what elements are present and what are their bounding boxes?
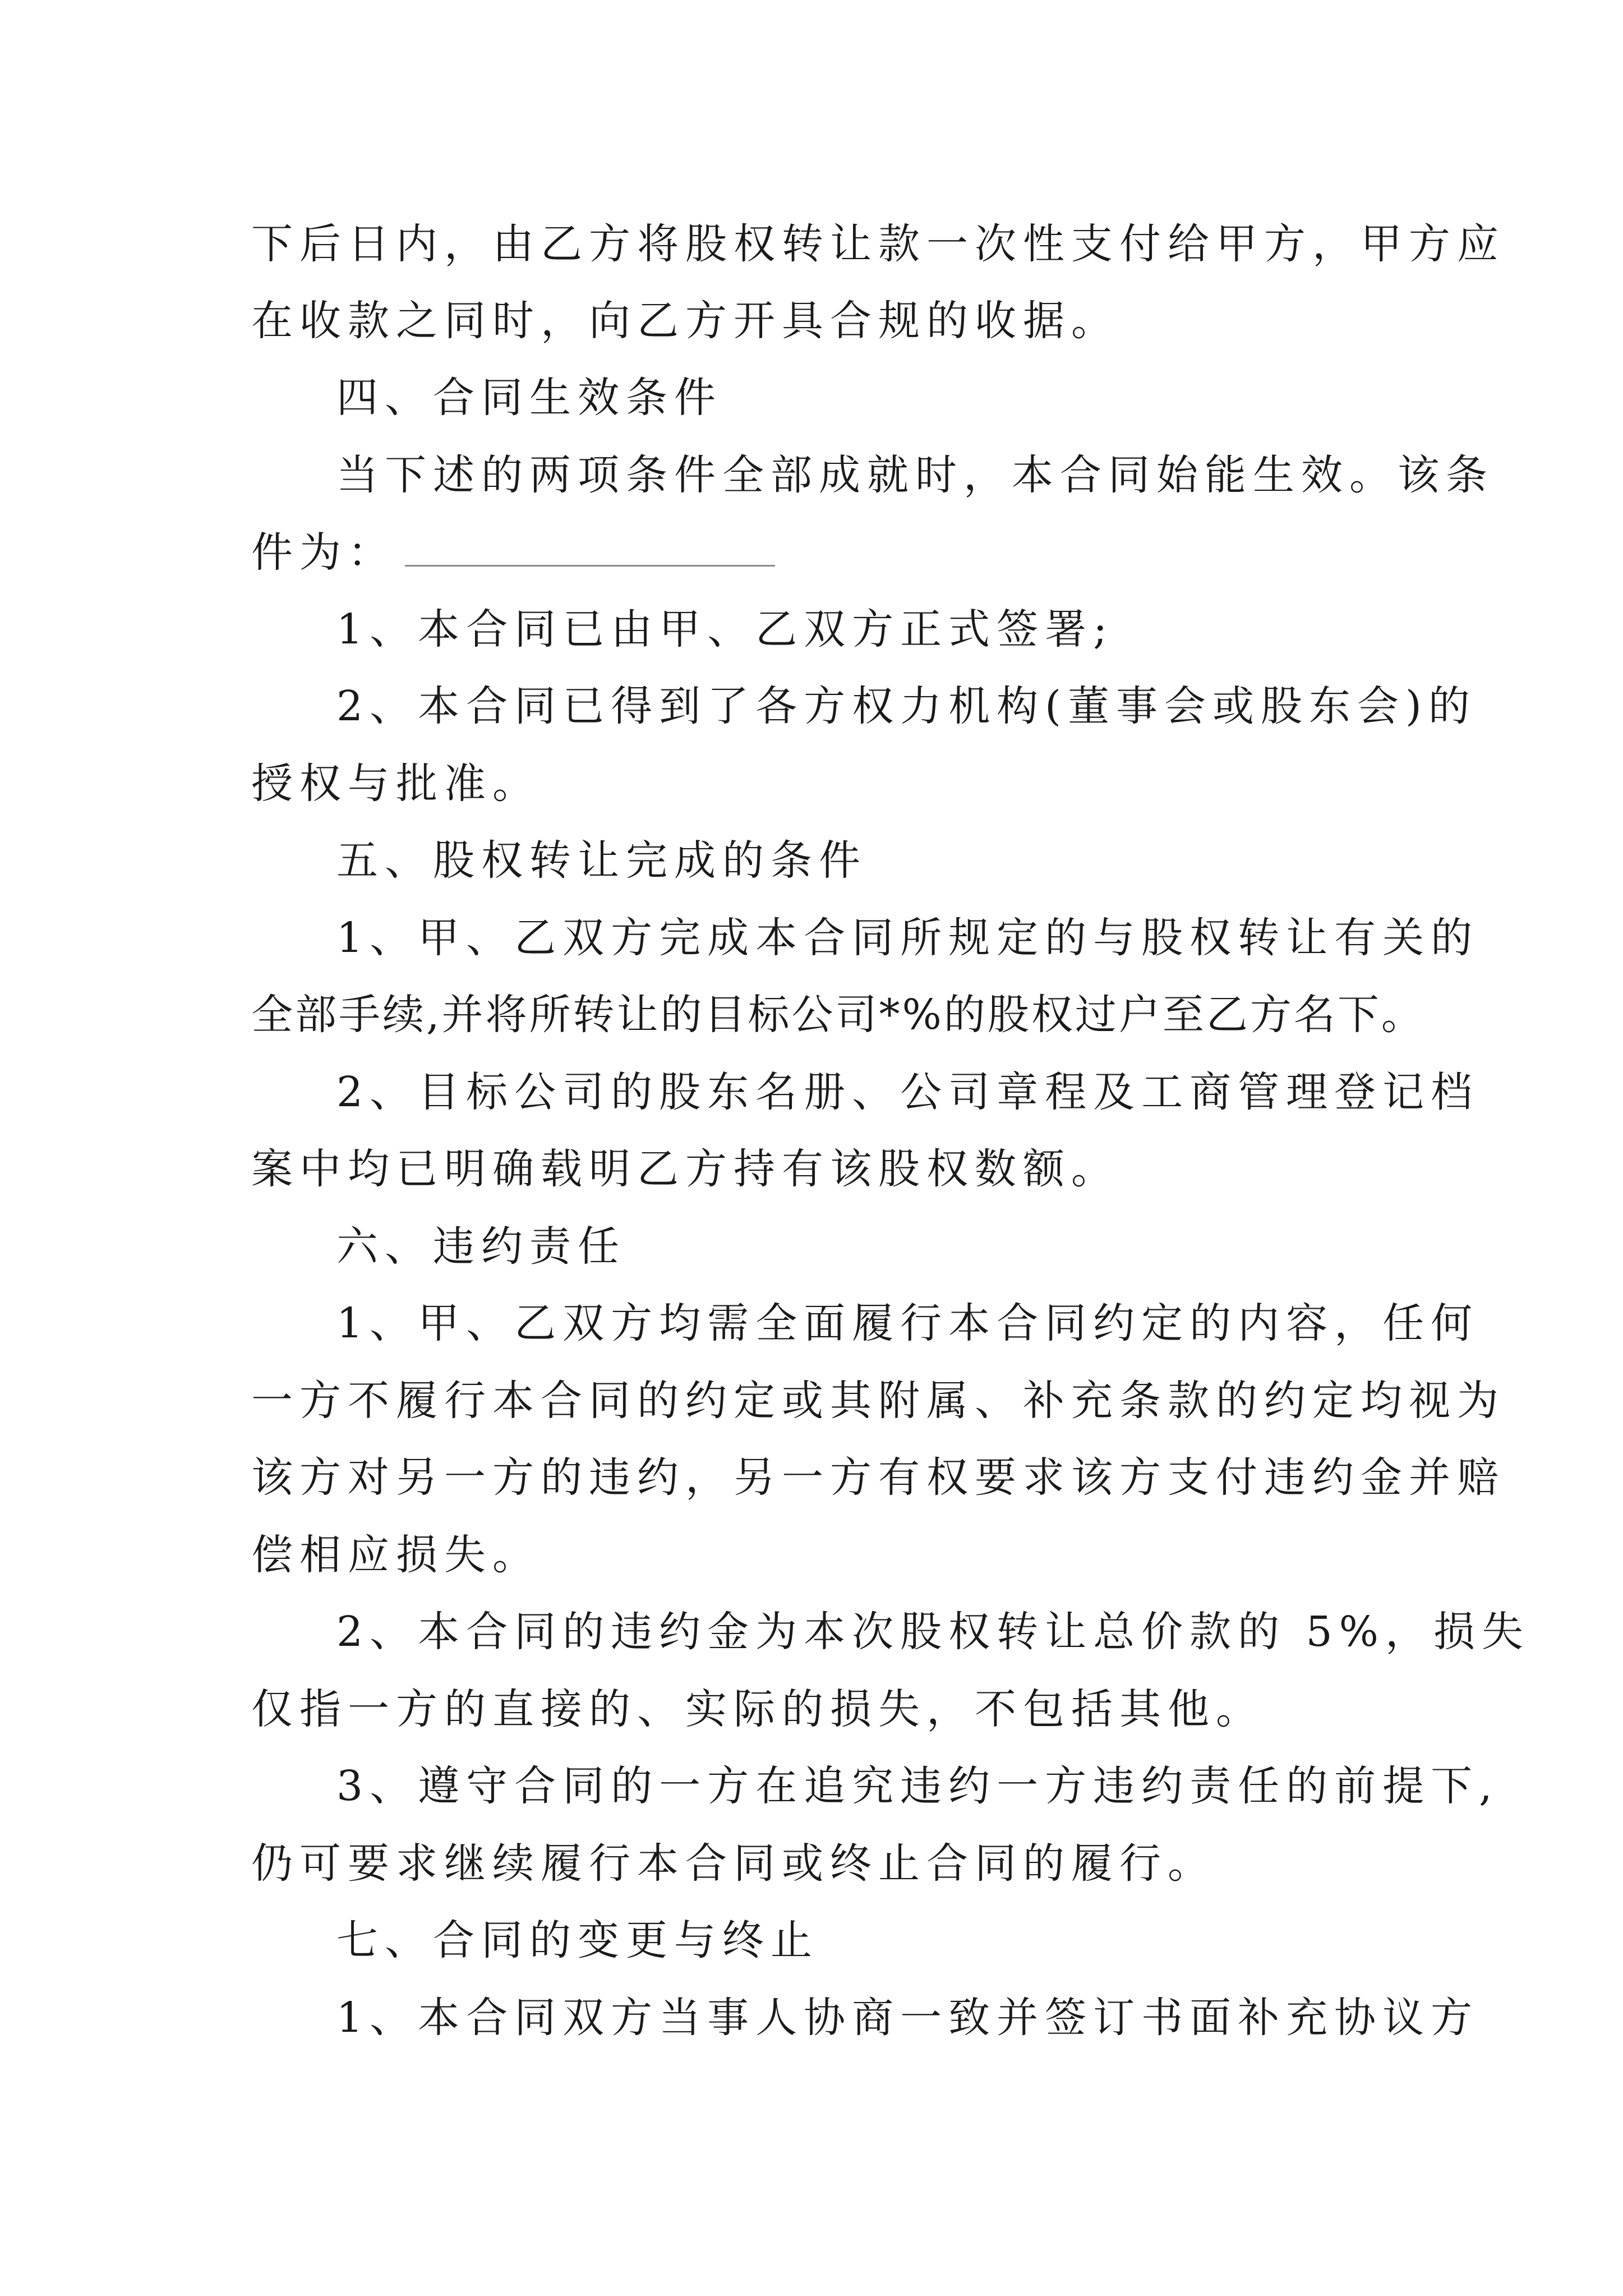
section-heading: 五、股权转让完成的条件: [336, 836, 867, 885]
paragraph-line: 该方对另一方的违约，另一方有权要求该方支付违约金并赔: [251, 1453, 1505, 1502]
list-item: 1、本合同双方当事人协商一致并签订书面补充协议方: [336, 1994, 1479, 2042]
section-heading: 四、合同生效条件: [336, 374, 722, 422]
list-item: 1、甲、乙双方完成本合同所规定的与股权转让有关的: [336, 914, 1479, 962]
list-item: 3、遵守合同的一方在追究违约一方违约责任的前提下,: [336, 1762, 1499, 1810]
paragraph-line: 仍可要求继续履行本合同或终止合同的履行。: [251, 1839, 1216, 1888]
paragraph-line: 一方不履行本合同的约定或其附属、补充条款的约定均视为: [251, 1377, 1505, 1425]
paragraph-line: 仅指一方的直接的、实际的损失，不包括其他。: [251, 1685, 1264, 1733]
list-item: 1、本合同已由甲、乙双方正式签署;: [336, 605, 1114, 654]
paragraph-line: 在收款之同时，向乙方开具合规的收据。: [251, 297, 1119, 345]
section-heading: 七、合同的变更与终止: [336, 1916, 819, 1964]
fill-in-blank: [405, 535, 775, 567]
list-item: 2、本合同的违约金为本次股权转让总价款的 5%，损失: [336, 1608, 1530, 1656]
paragraph-line: 下后日内，由乙方将股权转让款一次性支付给甲方，甲方应: [251, 220, 1505, 268]
paragraph-line: 案中均已明确载明乙方持有该股权数额。: [251, 1145, 1119, 1193]
paragraph-line: 当下述的两项条件全部成就时，本合同始能生效。该条: [336, 451, 1494, 499]
section-heading: 六、违约责任: [336, 1222, 626, 1271]
list-item: 2、本合同已得到了各方权力机构(董事会或股东会)的: [336, 682, 1477, 730]
list-item: 2、目标公司的股东名册、公司章程及工商管理登记档: [336, 1068, 1479, 1116]
list-item: 1、甲、乙双方均需全面履行本合同约定的内容，任何: [336, 1299, 1479, 1347]
paragraph-line: 授权与批准。: [251, 760, 541, 808]
paragraph-line: 全部手续,并将所转让的目标公司*%的股权过户至乙方名下。: [251, 991, 1425, 1039]
paragraph-line: 偿相应损失。: [251, 1531, 541, 1579]
paragraph-line: 件为：: [251, 532, 775, 573]
